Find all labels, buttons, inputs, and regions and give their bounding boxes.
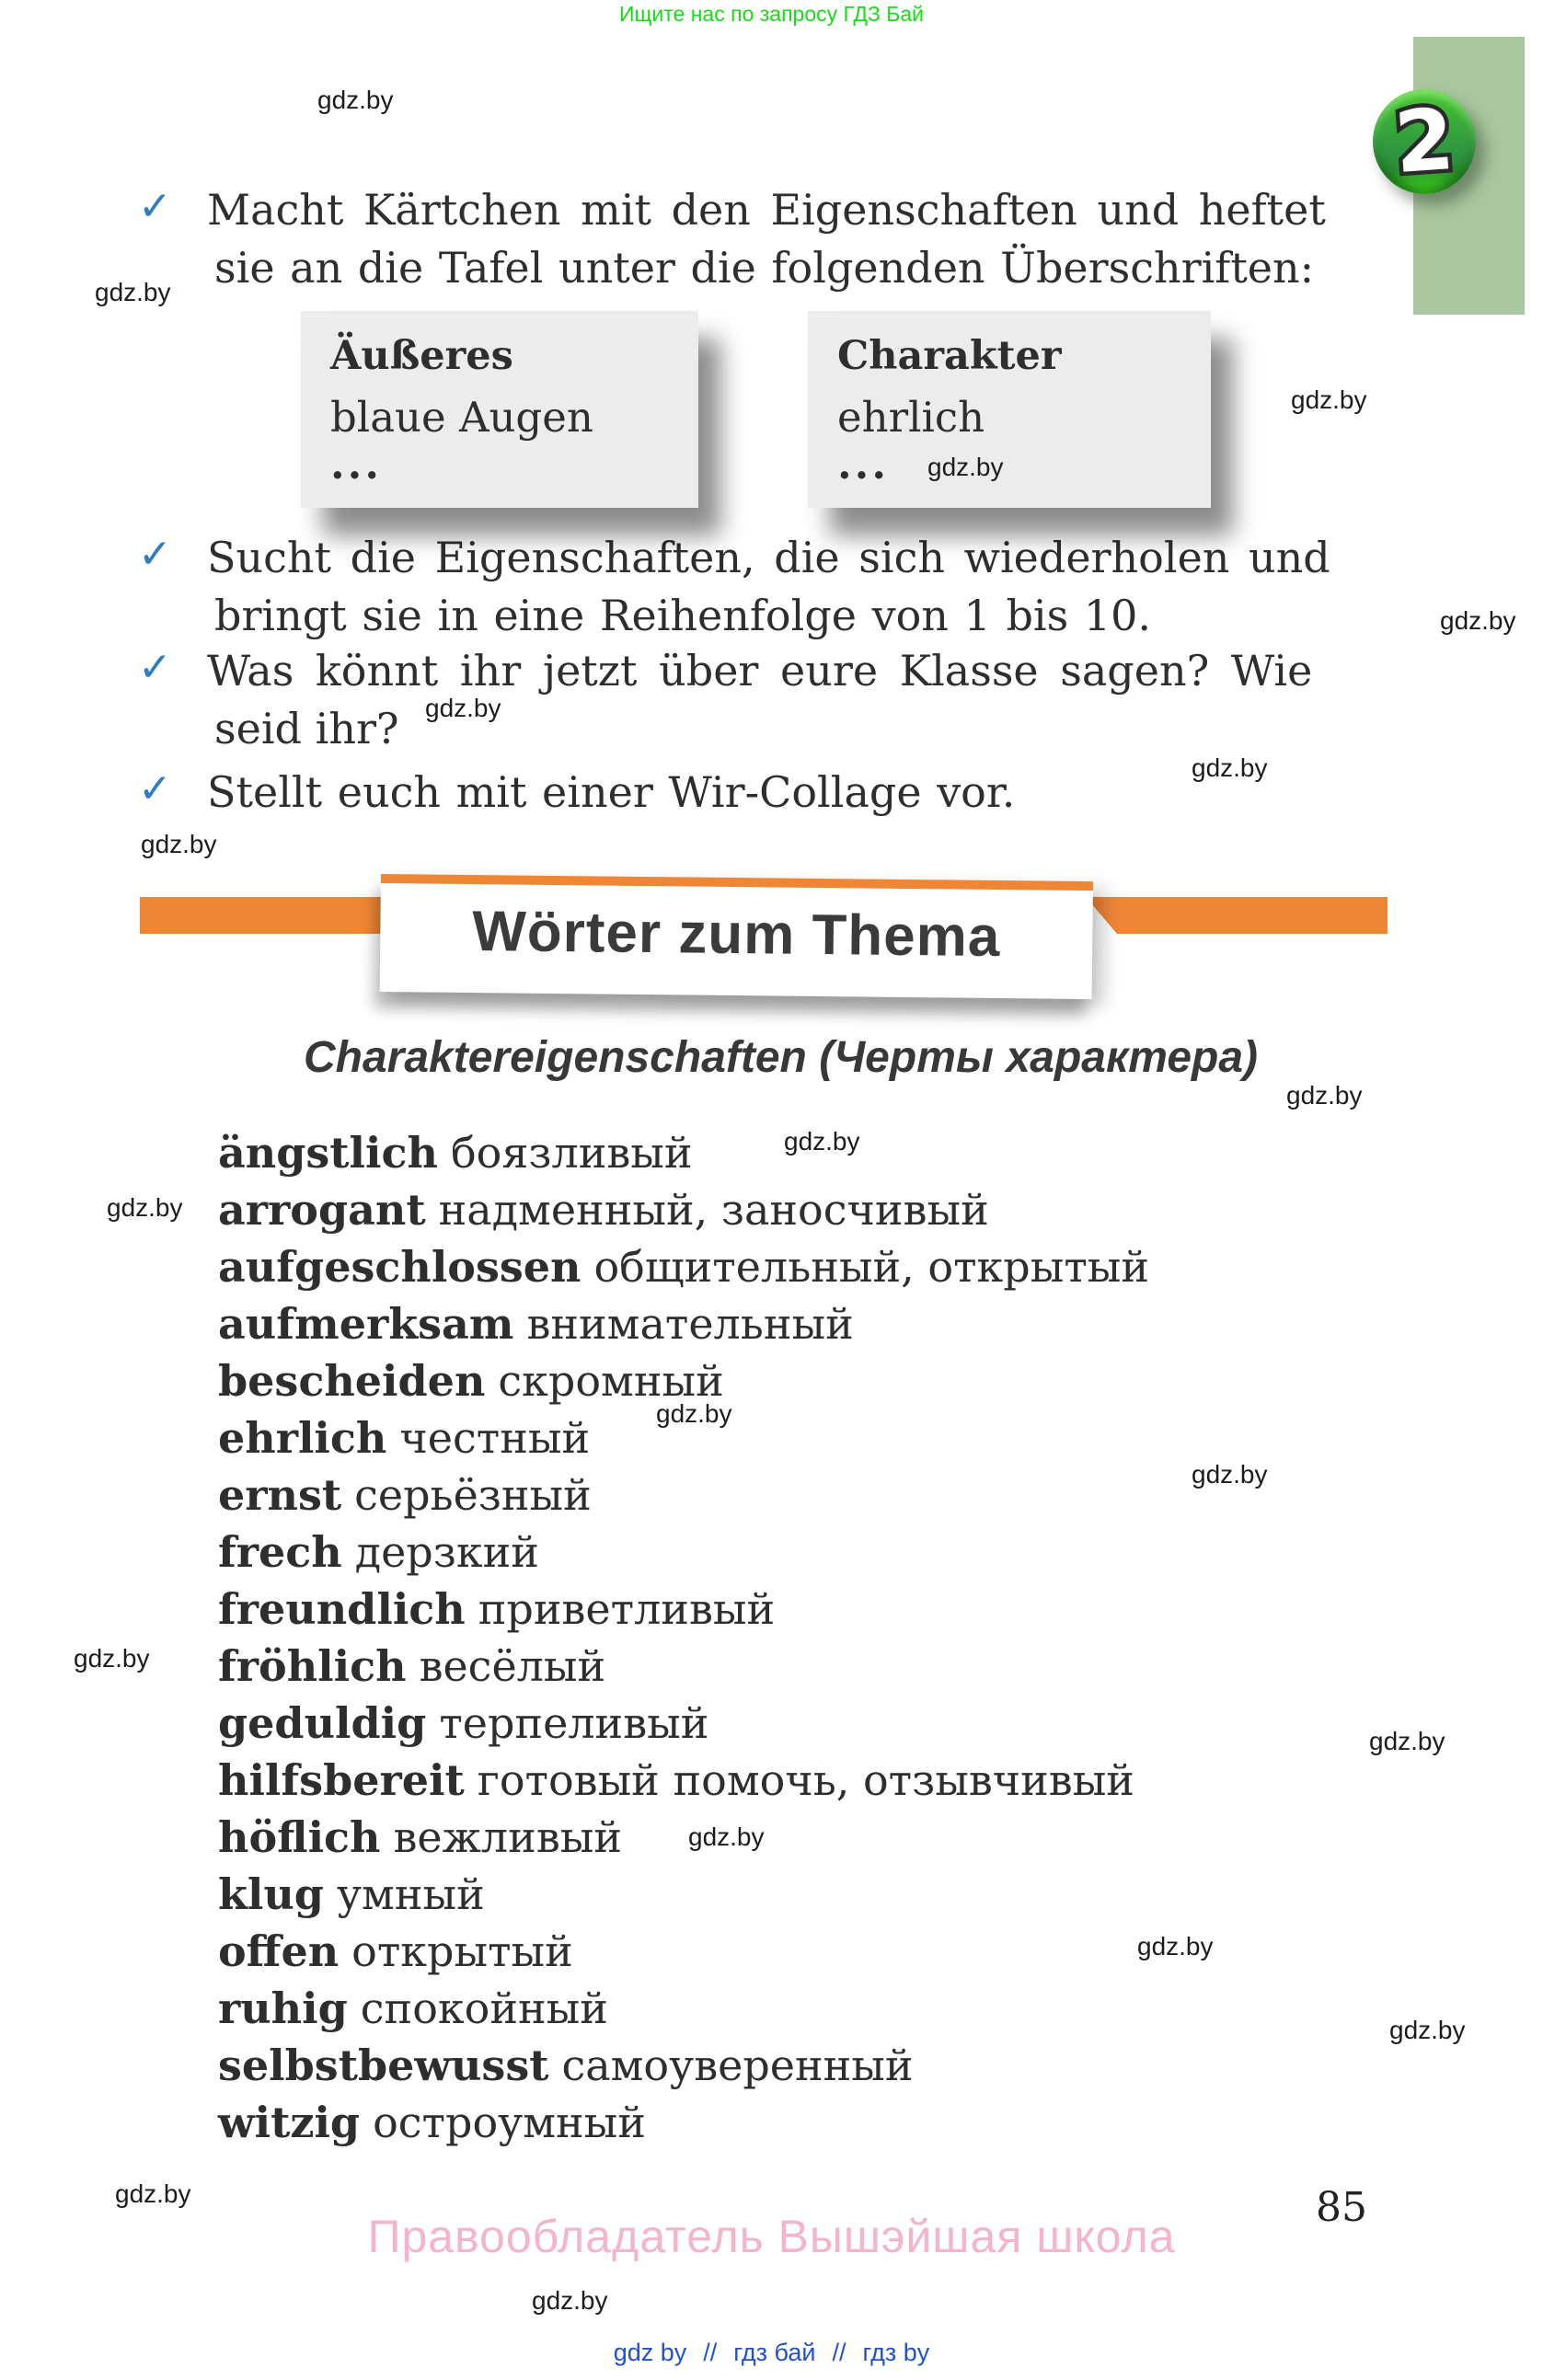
vocab-entry <box>218 1181 989 1238</box>
chapter-number-text: 2 <box>1391 89 1457 193</box>
vocab-entry <box>218 2037 914 2094</box>
vocab-german-word: offen <box>218 1926 340 1976</box>
vocab-russian-translation: спокойный <box>360 1983 608 2033</box>
banner-ribbon-right <box>1086 897 1388 934</box>
banner-ribbon-left <box>140 897 383 934</box>
copyright-notice: Правообладатель Вышэйшая школа <box>367 2211 1176 2262</box>
card-title: Äußeres <box>330 333 513 379</box>
vocab-russian-translation: серьёзный <box>354 1470 592 1520</box>
task-text-line: bringt sie in eine Reihenfolge von 1 bis 10. <box>214 591 1151 640</box>
footer-link-separator: // <box>832 2339 846 2366</box>
vocab-german-word: freundlich <box>218 1584 466 1634</box>
vocab-german-word: ehrlich <box>218 1413 387 1463</box>
gdz-watermark: gdz.by <box>1192 1460 1268 1489</box>
checkmark-icon: ✓ <box>138 183 172 230</box>
vocab-german-word: fröhlich <box>218 1641 407 1691</box>
vocab-russian-translation: вежливый <box>393 1812 622 1862</box>
task-text-line: Sucht die Eigenschaften, die sich wiederholen und <box>207 533 1330 582</box>
vocab-entry <box>218 1238 1149 1295</box>
gdz-watermark: gdz.by <box>141 830 217 858</box>
vocab-russian-translation: честный <box>399 1413 591 1463</box>
vocab-entry <box>218 1638 605 1695</box>
card-example: blaue Augen <box>330 393 593 442</box>
vocab-german-word: arrogant <box>218 1185 426 1235</box>
vocab-russian-translation: самоуверенный <box>561 2041 914 2090</box>
task-text-line: Macht Kärtchen mit den Eigenschaften und heftet <box>207 185 1326 235</box>
checkmark-icon: ✓ <box>138 644 172 691</box>
footer-link-2[interactable]: гдз бай <box>733 2339 816 2366</box>
gdz-watermark: gdz.by <box>784 1127 860 1156</box>
task-text-line: Was könnt ihr jetzt über eure Klasse sagen? Wie <box>207 646 1313 696</box>
chapter-number-icon <box>1373 89 1476 194</box>
gdz-watermark: gdz.by <box>1369 1727 1445 1755</box>
vocab-russian-translation: общительный, открытый <box>593 1242 1150 1292</box>
gdz-watermark: gdz.by <box>115 2179 191 2208</box>
vocab-russian-translation: терпеливый <box>439 1698 709 1748</box>
gdz-watermark: gdz.by <box>688 1822 765 1851</box>
vocab-entry <box>218 1752 1134 1809</box>
footer-link-3[interactable]: гдз by <box>862 2339 930 2366</box>
checkmark-icon: ✓ <box>138 531 172 578</box>
vocab-german-word: ruhig <box>218 1983 348 2033</box>
vocab-entry <box>218 1980 608 2037</box>
banner-title: Wörter zum Thema <box>471 900 1001 970</box>
section-heading: Charaktereigenschaften (Черты характера) <box>304 1033 1259 1082</box>
gdz-watermark: gdz.by <box>1440 606 1516 635</box>
footer-link-separator: // <box>703 2339 718 2366</box>
vocab-entry <box>218 1124 693 1181</box>
footer-link-1[interactable]: gdz by <box>613 2339 687 2366</box>
gdz-watermark: gdz.by <box>425 694 501 722</box>
vocab-german-word: ernst <box>218 1470 342 1520</box>
checkmark-icon: ✓ <box>138 765 172 812</box>
vocab-entry <box>218 1466 592 1523</box>
vocab-russian-translation: умный <box>336 1869 485 1919</box>
vocab-german-word: frech <box>218 1527 342 1577</box>
vocab-russian-translation: открытый <box>351 1926 573 1976</box>
vocab-russian-translation: боязливый <box>450 1128 693 1178</box>
page-number: 85 <box>1316 2184 1367 2231</box>
gdz-watermark: gdz.by <box>1291 385 1367 414</box>
vocab-russian-translation: остроумный <box>373 2098 646 2147</box>
chapter-number-badge <box>1373 89 1476 194</box>
vocab-german-word: hilfsbereit <box>218 1755 465 1805</box>
gdz-watermark: gdz.by <box>1389 2016 1466 2044</box>
vocab-russian-translation: весёлый <box>419 1641 606 1691</box>
task-text-line: sie an die Tafel unter die folgenden Überschriften: <box>214 243 1315 293</box>
vocab-german-word: witzig <box>218 2098 361 2147</box>
vocab-entry <box>218 1866 485 1923</box>
gdz-watermark: gdz.by <box>1192 753 1268 782</box>
vocab-entry <box>218 1523 539 1581</box>
vocab-german-word: höflich <box>218 1812 381 1862</box>
category-card <box>301 311 698 508</box>
vocab-german-word: geduldig <box>218 1698 427 1748</box>
banner-plate <box>380 874 1093 999</box>
vocab-entry <box>218 1352 724 1409</box>
gdz-watermark: gdz.by <box>532 2286 608 2315</box>
vocab-german-word: selbstbewusst <box>218 2041 549 2090</box>
vocab-entry <box>218 1923 573 1980</box>
vocab-german-word: aufgeschlossen <box>218 1242 582 1292</box>
card-ellipsis: ... <box>837 440 889 489</box>
vocab-russian-translation: дерзкий <box>354 1527 539 1577</box>
vocab-russian-translation: скромный <box>498 1356 724 1406</box>
vocab-russian-translation: приветливый <box>478 1584 776 1634</box>
vocab-entry <box>218 1695 708 1752</box>
card-ellipsis: ... <box>330 440 382 489</box>
footer-links <box>0 2339 1543 2367</box>
vocab-entry <box>218 1409 590 1466</box>
card-title: Charakter <box>837 333 1062 379</box>
vocab-russian-translation: надменный, заносчивый <box>438 1185 989 1235</box>
gdz-watermark: gdz.by <box>1137 1932 1214 1960</box>
gdz-watermark: gdz.by <box>317 86 394 114</box>
vocab-german-word: klug <box>218 1869 324 1919</box>
vocab-entry <box>218 1809 622 1866</box>
vocab-german-word: ängstlich <box>218 1128 438 1178</box>
vocab-russian-translation: готовый помочь, отзывчивый <box>477 1755 1134 1805</box>
gdz-watermark: gdz.by <box>1286 1081 1363 1110</box>
vocab-entry <box>218 2094 646 2151</box>
vocab-russian-translation: внимательный <box>526 1299 854 1349</box>
gdz-watermark: gdz.by <box>927 453 1004 481</box>
gdz-watermark: gdz.by <box>74 1644 150 1673</box>
vocab-german-word: aufmerksam <box>218 1299 514 1349</box>
task-text-line: seid ihr? <box>214 704 399 753</box>
gdz-watermark: gdz.by <box>656 1399 732 1428</box>
card-example: ehrlich <box>837 393 985 442</box>
vocab-entry <box>218 1581 775 1638</box>
gdz-watermark: gdz.by <box>95 278 171 306</box>
category-card <box>808 311 1211 508</box>
vocab-entry <box>218 1295 854 1352</box>
task-text-line: Stellt euch mit einer Wir-Collage vor. <box>207 767 1016 817</box>
promo-banner-text: Ищите нас по запросу ГДЗ Бай <box>618 2 925 26</box>
vocab-german-word: bescheiden <box>218 1356 486 1406</box>
gdz-watermark: gdz.by <box>107 1193 183 1222</box>
